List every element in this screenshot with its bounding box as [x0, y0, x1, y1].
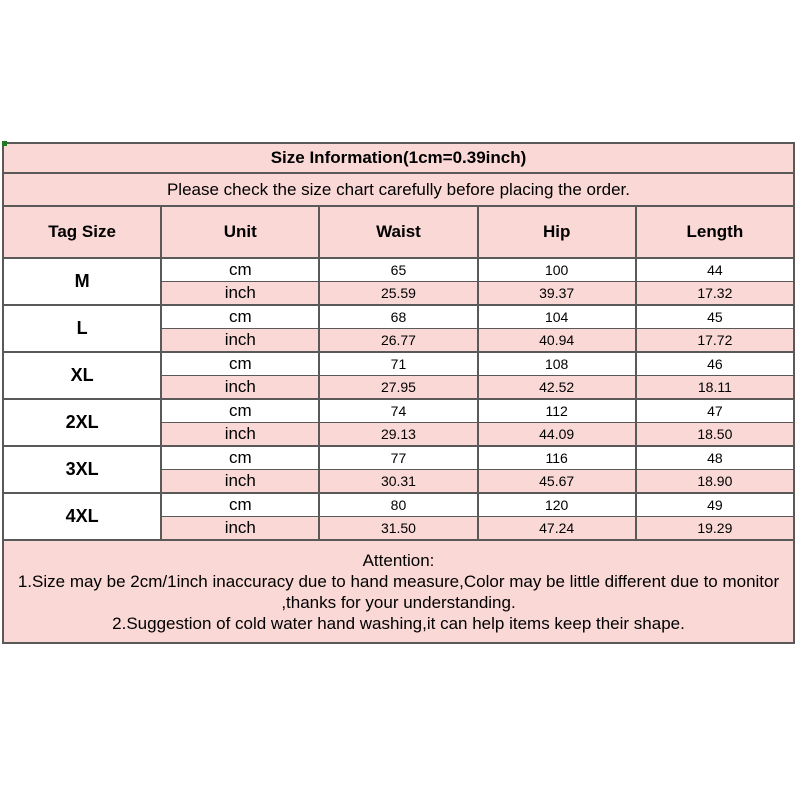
waist-value: 65 [319, 258, 477, 282]
table-row [3, 305, 794, 329]
size-cell: 2XL [3, 399, 161, 446]
waist-value: 29.13 [319, 423, 477, 447]
length-value: 18.11 [636, 376, 794, 400]
waist-value: 74 [319, 399, 477, 423]
length-value: 44 [636, 258, 794, 282]
size-cell: M [3, 258, 161, 305]
unit-cell: cm [161, 305, 319, 329]
unit-cell: inch [161, 376, 319, 400]
waist-value: 31.50 [319, 517, 477, 541]
waist-value: 80 [319, 493, 477, 517]
length-value: 49 [636, 493, 794, 517]
attention-line-3: 2.Suggestion of cold water hand washing,it can help items keep their shape. [112, 613, 685, 633]
size-cell: L [3, 305, 161, 352]
table-title: Size Information(1cm=0.39inch) [3, 143, 794, 173]
title-row [3, 143, 794, 173]
length-value: 46 [636, 352, 794, 376]
attention-heading: Attention: [362, 550, 435, 570]
unit-cell: cm [161, 399, 319, 423]
unit-cell: inch [161, 423, 319, 447]
length-value: 47 [636, 399, 794, 423]
unit-cell: inch [161, 470, 319, 494]
unit-cell: cm [161, 258, 319, 282]
unit-cell: cm [161, 446, 319, 470]
col-header-tag-size: Tag Size [3, 206, 161, 258]
hip-value: 47.24 [478, 517, 636, 541]
attention-line-1: 1.Size may be 2cm/1inch inaccuracy due to hand measure,Color may be little different due to monitor [17, 571, 780, 591]
attention-line-2: ,thanks for your understanding. [281, 592, 516, 612]
length-value: 19.29 [636, 517, 794, 541]
hip-value: 108 [478, 352, 636, 376]
col-header-length: Length [636, 206, 794, 258]
column-header-row [3, 206, 794, 258]
length-value: 18.50 [636, 423, 794, 447]
table-row [3, 493, 794, 517]
unit-cell: inch [161, 329, 319, 353]
unit-cell: cm [161, 352, 319, 376]
hip-value: 112 [478, 399, 636, 423]
hip-value: 100 [478, 258, 636, 282]
waist-value: 25.59 [319, 282, 477, 306]
length-value: 48 [636, 446, 794, 470]
unit-cell: cm [161, 493, 319, 517]
hip-value: 120 [478, 493, 636, 517]
waist-value: 71 [319, 352, 477, 376]
hip-value: 44.09 [478, 423, 636, 447]
table-row [3, 446, 794, 470]
hip-value: 45.67 [478, 470, 636, 494]
attention-row [3, 540, 794, 643]
waist-value: 30.31 [319, 470, 477, 494]
attention-note [3, 540, 794, 643]
table-row [3, 352, 794, 376]
table-row [3, 399, 794, 423]
table-row [3, 258, 794, 282]
col-header-hip: Hip [478, 206, 636, 258]
hip-value: 104 [478, 305, 636, 329]
waist-value: 68 [319, 305, 477, 329]
hip-value: 39.37 [478, 282, 636, 306]
size-cell: 3XL [3, 446, 161, 493]
hip-value: 116 [478, 446, 636, 470]
size-cell: XL [3, 352, 161, 399]
corner-artifact [2, 141, 7, 146]
length-value: 17.32 [636, 282, 794, 306]
hip-value: 40.94 [478, 329, 636, 353]
waist-value: 77 [319, 446, 477, 470]
col-header-unit: Unit [161, 206, 319, 258]
waist-value: 26.77 [319, 329, 477, 353]
col-header-waist: Waist [319, 206, 477, 258]
unit-cell: inch [161, 282, 319, 306]
length-value: 17.72 [636, 329, 794, 353]
waist-value: 27.95 [319, 376, 477, 400]
size-cell: 4XL [3, 493, 161, 540]
unit-cell: inch [161, 517, 319, 541]
size-chart-table [2, 142, 795, 644]
length-value: 45 [636, 305, 794, 329]
subtitle-row [3, 173, 794, 206]
length-value: 18.90 [636, 470, 794, 494]
table-subtitle: Please check the size chart carefully before placing the order. [3, 173, 794, 206]
hip-value: 42.52 [478, 376, 636, 400]
